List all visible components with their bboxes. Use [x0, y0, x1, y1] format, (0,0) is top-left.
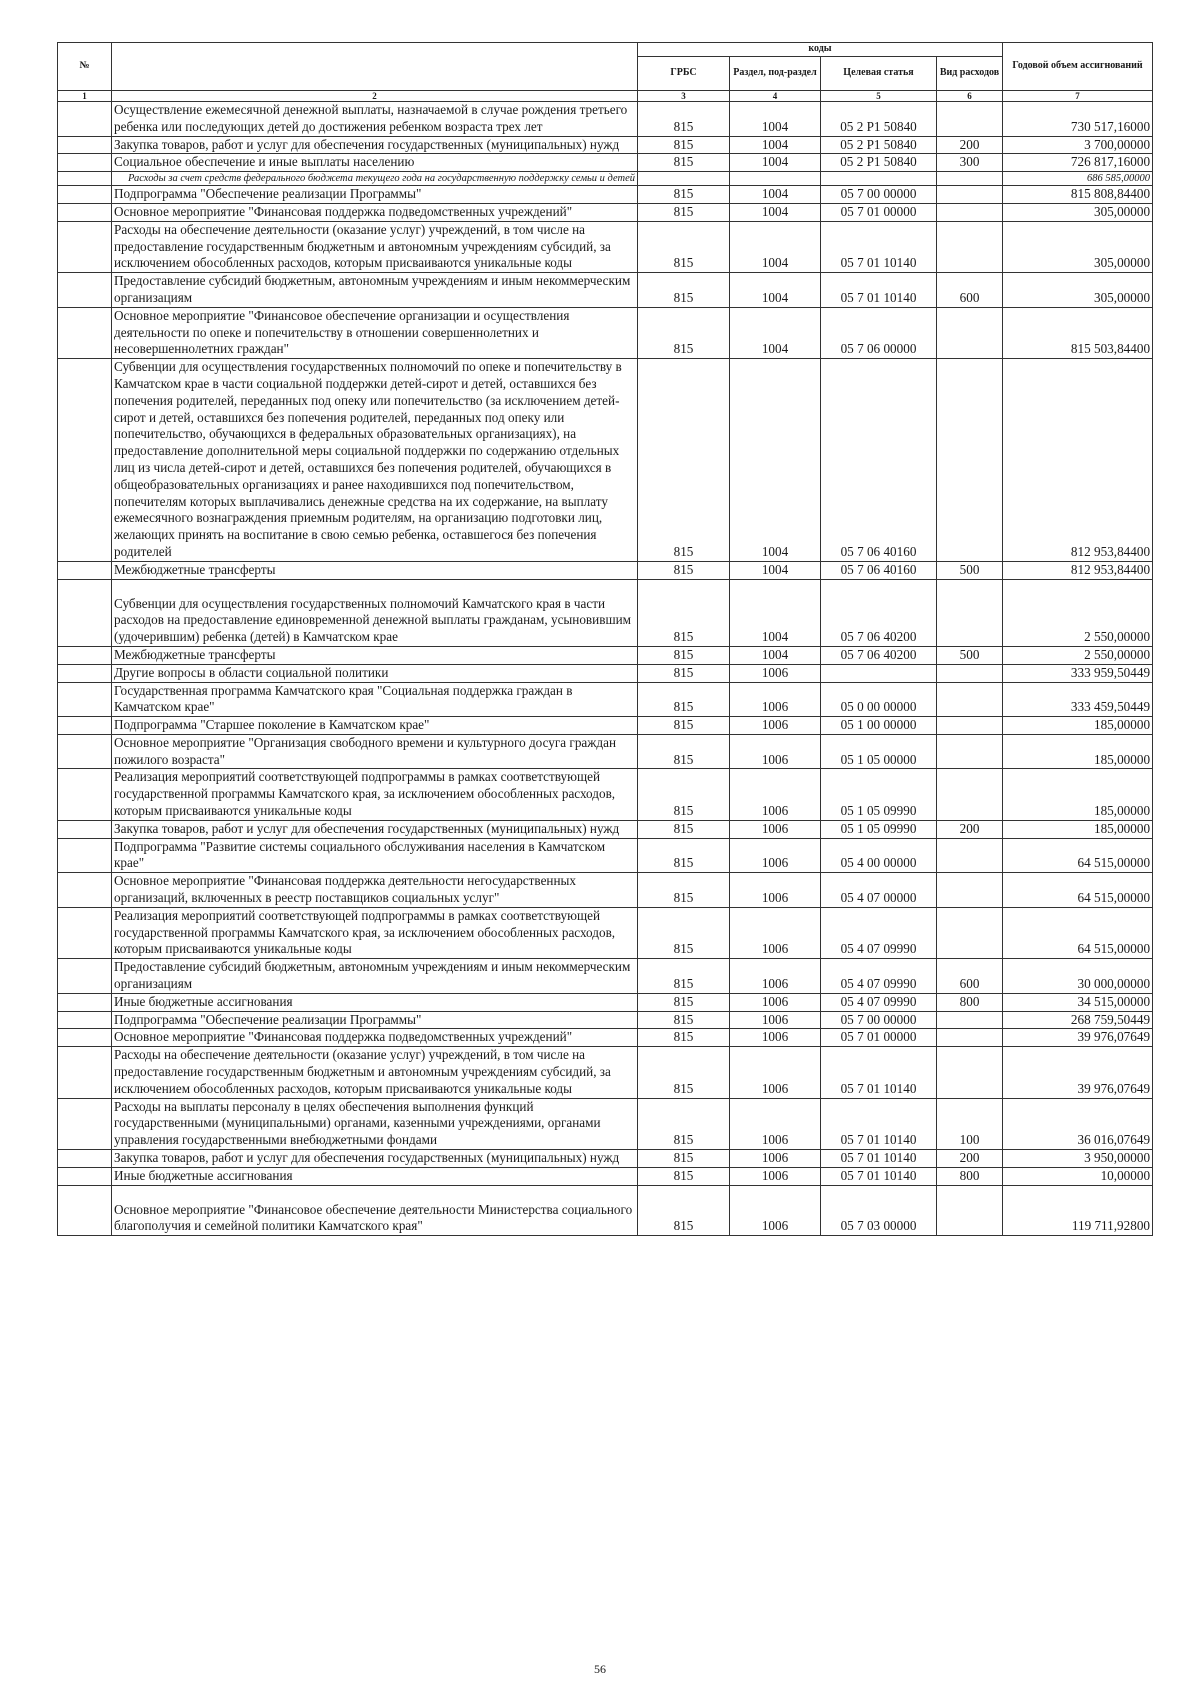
row-amount: 305,00000 [1003, 273, 1153, 308]
row-name: Субвенции для осуществления государственных полномочий Камчатского края в части расходов на предоставление единовременной денежной выплаты гражданам, усыновившим (удочерившим) ребенка (детей) в Камчатском крае [112, 579, 638, 646]
row-name: Подпрограмма "Обеспечение реализации Программы" [112, 1011, 638, 1029]
header-amount: Годовой объем ассигнований [1003, 43, 1153, 91]
row-type [937, 1047, 1003, 1098]
row-name: Расходы за счет средств федерального бюджета текущего года на государственную поддержку семьи и детей [112, 172, 638, 186]
row-type [937, 221, 1003, 272]
row-grbs: 815 [638, 959, 730, 994]
row-section: 1006 [730, 907, 821, 958]
row-grbs: 815 [638, 664, 730, 682]
row-section: 1006 [730, 959, 821, 994]
header-section: Раздел, под-раздел [730, 57, 821, 91]
row-amount: 2 550,00000 [1003, 579, 1153, 646]
row-section: 1004 [730, 186, 821, 204]
row-number [58, 186, 112, 204]
row-name: Государственная программа Камчатского края "Социальная поддержка граждан в Камчатском крае" [112, 682, 638, 717]
row-grbs: 815 [638, 154, 730, 172]
row-number [58, 959, 112, 994]
row-name: Подпрограмма "Развитие системы социального обслуживания населения в Камчатском крае" [112, 838, 638, 873]
row-type: 200 [937, 820, 1003, 838]
row-number [58, 769, 112, 820]
row-target: 05 2 P1 50840 [821, 154, 937, 172]
row-target: 05 1 05 00000 [821, 734, 937, 769]
row-grbs: 815 [638, 359, 730, 562]
row-amount: 815 503,84400 [1003, 307, 1153, 358]
row-type: 800 [937, 993, 1003, 1011]
table-row [58, 907, 1153, 958]
row-grbs: 815 [638, 1098, 730, 1149]
row-type: 300 [937, 154, 1003, 172]
row-name: Иные бюджетные ассигнования [112, 1167, 638, 1185]
row-number [58, 682, 112, 717]
table-row [58, 838, 1153, 873]
row-type [937, 734, 1003, 769]
row-section: 1004 [730, 221, 821, 272]
row-section: 1006 [730, 1150, 821, 1168]
table-row [58, 1098, 1153, 1149]
row-number [58, 838, 112, 873]
row-target: 05 4 07 09990 [821, 993, 937, 1011]
row-type: 100 [937, 1098, 1003, 1149]
row-number [58, 136, 112, 154]
row-target: 05 4 07 00000 [821, 873, 937, 908]
row-target: 05 7 06 40200 [821, 646, 937, 664]
row-target: 05 7 06 40200 [821, 579, 937, 646]
row-name: Расходы на обеспечение деятельности (оказание услуг) учреждений, в том числе на предоставление государственным бюджетным и автономным учреждениям субсидий, за исключением обособленных расходов, которым присваиваются уникальные коды [112, 221, 638, 272]
budget-rows [58, 102, 1153, 1236]
row-amount: 333 959,50449 [1003, 664, 1153, 682]
row-grbs: 815 [638, 873, 730, 908]
row-grbs: 815 [638, 579, 730, 646]
row-name: Реализация мероприятий соответствующей подпрограммы в рамках соответствующей государственной программы Камчатского края, за исключением обособленных расходов, которым присваиваются уникальные коды [112, 769, 638, 820]
row-type: 200 [937, 1150, 1003, 1168]
row-section: 1006 [730, 1011, 821, 1029]
row-amount: 119 711,92800 [1003, 1185, 1153, 1236]
table-row [58, 102, 1153, 137]
row-number [58, 820, 112, 838]
row-type: 500 [937, 561, 1003, 579]
col-number: 2 [112, 91, 638, 102]
row-amount: 39 976,07649 [1003, 1047, 1153, 1098]
row-amount: 10,00000 [1003, 1167, 1153, 1185]
row-grbs: 815 [638, 1167, 730, 1185]
row-amount: 3 700,00000 [1003, 136, 1153, 154]
row-section: 1004 [730, 136, 821, 154]
row-name: Иные бюджетные ассигнования [112, 993, 638, 1011]
table-row [58, 273, 1153, 308]
row-amount: 30 000,00000 [1003, 959, 1153, 994]
row-type [937, 838, 1003, 873]
row-grbs: 815 [638, 993, 730, 1011]
row-section: 1006 [730, 873, 821, 908]
table-row [58, 1167, 1153, 1185]
row-number [58, 717, 112, 735]
header-no: № [58, 43, 112, 91]
row-target: 05 2 P1 50840 [821, 136, 937, 154]
row-number [58, 1150, 112, 1168]
budget-table-page [57, 42, 1152, 1236]
row-target: 05 4 07 09990 [821, 907, 937, 958]
row-grbs: 815 [638, 907, 730, 958]
table-row [58, 717, 1153, 735]
table-row [58, 1150, 1153, 1168]
row-grbs: 815 [638, 646, 730, 664]
row-grbs: 815 [638, 1150, 730, 1168]
row-name: Основное мероприятие "Финансовое обеспечение организации и осуществления деятельности по опеке и попечительству в отношении совершеннолетних и несовершеннолетних граждан" [112, 307, 638, 358]
row-name: Предоставление субсидий бюджетным, автономным учреждениям и иным некоммерческим организациям [112, 273, 638, 308]
row-type [937, 1011, 1003, 1029]
row-target: 05 4 07 09990 [821, 959, 937, 994]
row-type [937, 907, 1003, 958]
row-target: 05 7 01 10140 [821, 221, 937, 272]
row-number [58, 172, 112, 186]
row-grbs: 815 [638, 307, 730, 358]
table-row [58, 561, 1153, 579]
row-type: 600 [937, 959, 1003, 994]
header-codes: коды [638, 43, 1003, 57]
table-row [58, 873, 1153, 908]
row-name: Основное мероприятие "Организация свободного времени и культурного досуга граждан пожилого возраста" [112, 734, 638, 769]
table-row [58, 682, 1153, 717]
row-grbs: 815 [638, 1011, 730, 1029]
col-number: 4 [730, 91, 821, 102]
row-name: Предоставление субсидий бюджетным, автономным учреждениям и иным некоммерческим организациям [112, 959, 638, 994]
row-type [937, 102, 1003, 137]
row-name: Субвенции для осуществления государственных полномочий по опеке и попечительству в Камчатском крае в части социальной поддержки детей-сирот и детей, оставшихся без попечения родителей, переданных под опеку или попечительство (за исключением детей-сирот и детей, оставшихся без попечения родителей, переданных под опеку или попечительство, обучающихся в федеральных образовательных организациях), на предоставление дополнительной меры социальной поддержки по содержанию отдельных лиц из числа детей-сирот и детей, оставшихся без попечения родителей, обучающихся в общеобразовательных организациях и ранее находившихся под попечительством, попечителям которых выплачивались денежные средства на их содержание, на выплату ежемесячного вознаграждения приемным родителям, на организацию подготовки лиц, желающих принять на воспитание в свою семью ребенка, оставшегося без попечения родителей [112, 359, 638, 562]
row-type: 600 [937, 273, 1003, 308]
row-number [58, 102, 112, 137]
col-number: 5 [821, 91, 937, 102]
row-number [58, 1167, 112, 1185]
row-name: Закупка товаров, работ и услуг для обеспечения государственных (муниципальных) нужд [112, 1150, 638, 1168]
row-grbs: 815 [638, 102, 730, 137]
page-number: 56 [594, 1662, 606, 1676]
row-target: 05 2 P1 50840 [821, 102, 937, 137]
row-target: 05 7 01 10140 [821, 1047, 937, 1098]
row-name: Осуществление ежемесячной денежной выплаты, назначаемой в случае рождения третьего ребенка или последующих детей до достижения ребенком возраста трех лет [112, 102, 638, 137]
row-amount: 726 817,16000 [1003, 154, 1153, 172]
row-section: 1006 [730, 664, 821, 682]
row-type [937, 172, 1003, 186]
row-number [58, 664, 112, 682]
row-amount: 305,00000 [1003, 221, 1153, 272]
row-name: Расходы на обеспечение деятельности (оказание услуг) учреждений, в том числе на предоставление государственным бюджетным и автономным учреждениям субсидий, за исключением обособленных расходов, которым присваиваются уникальные коды [112, 1047, 638, 1098]
row-section: 1004 [730, 359, 821, 562]
table-row [58, 579, 1153, 646]
row-target: 05 7 00 00000 [821, 186, 937, 204]
row-grbs: 815 [638, 769, 730, 820]
row-number [58, 154, 112, 172]
table-row [58, 820, 1153, 838]
row-number [58, 561, 112, 579]
row-name: Основное мероприятие "Финансовая поддержка подведомственных учреждений" [112, 203, 638, 221]
row-type [937, 186, 1003, 204]
row-grbs: 815 [638, 1029, 730, 1047]
row-target: 05 7 01 10140 [821, 1150, 937, 1168]
row-number [58, 907, 112, 958]
row-name: Подпрограмма "Обеспечение реализации Программы" [112, 186, 638, 204]
row-type [937, 1029, 1003, 1047]
row-number [58, 873, 112, 908]
row-amount: 730 517,16000 [1003, 102, 1153, 137]
table-row [58, 307, 1153, 358]
row-amount: 305,00000 [1003, 203, 1153, 221]
table-row [58, 1185, 1153, 1236]
row-number [58, 1029, 112, 1047]
table-row [58, 646, 1153, 664]
header-target: Целевая статья [821, 57, 937, 91]
row-target: 05 7 06 40160 [821, 561, 937, 579]
table-row [58, 359, 1153, 562]
row-grbs: 815 [638, 734, 730, 769]
row-name: Закупка товаров, работ и услуг для обеспечения государственных (муниципальных) нужд [112, 820, 638, 838]
row-section: 1006 [730, 993, 821, 1011]
col-number: 6 [937, 91, 1003, 102]
table-row [58, 154, 1153, 172]
row-target: 05 1 05 09990 [821, 769, 937, 820]
row-type [937, 579, 1003, 646]
row-grbs: 815 [638, 186, 730, 204]
row-grbs: 815 [638, 1185, 730, 1236]
table-row [58, 664, 1153, 682]
table-row [58, 172, 1153, 186]
row-type: 800 [937, 1167, 1003, 1185]
row-section: 1006 [730, 1029, 821, 1047]
row-grbs: 815 [638, 203, 730, 221]
row-amount: 268 759,50449 [1003, 1011, 1153, 1029]
row-amount: 686 585,00000 [1003, 172, 1153, 186]
row-number [58, 1011, 112, 1029]
row-amount: 333 459,50449 [1003, 682, 1153, 717]
row-target [821, 664, 937, 682]
row-type [937, 682, 1003, 717]
row-amount: 185,00000 [1003, 820, 1153, 838]
row-number [58, 203, 112, 221]
table-row [58, 203, 1153, 221]
row-grbs: 815 [638, 273, 730, 308]
row-grbs [638, 172, 730, 186]
row-amount: 34 515,00000 [1003, 993, 1153, 1011]
row-target: 05 7 06 00000 [821, 307, 937, 358]
row-grbs: 815 [638, 221, 730, 272]
row-number [58, 734, 112, 769]
table-row [58, 186, 1153, 204]
row-amount: 3 950,00000 [1003, 1150, 1153, 1168]
row-target [821, 172, 937, 186]
row-target: 05 7 01 00000 [821, 1029, 937, 1047]
row-type [937, 1185, 1003, 1236]
row-name: Расходы на выплаты персоналу в целях обеспечения выполнения функций государственными (муниципальными) органами, казенными учреждениями, органами управления государственными внебюджетными фондами [112, 1098, 638, 1149]
row-section: 1006 [730, 1098, 821, 1149]
row-amount: 812 953,84400 [1003, 359, 1153, 562]
table-row [58, 734, 1153, 769]
row-target: 05 7 06 40160 [821, 359, 937, 562]
row-grbs: 815 [638, 561, 730, 579]
table-row [58, 136, 1153, 154]
row-target: 05 7 00 00000 [821, 1011, 937, 1029]
row-section: 1006 [730, 769, 821, 820]
row-section: 1004 [730, 579, 821, 646]
row-number [58, 1047, 112, 1098]
row-amount: 64 515,00000 [1003, 838, 1153, 873]
row-type [937, 307, 1003, 358]
budget-table [57, 42, 1153, 1236]
row-name: Социальное обеспечение и иные выплаты населению [112, 154, 638, 172]
row-grbs: 815 [638, 136, 730, 154]
row-section: 1006 [730, 838, 821, 873]
row-target: 05 4 00 00000 [821, 838, 937, 873]
row-name: Другие вопросы в области социальной политики [112, 664, 638, 682]
row-amount: 64 515,00000 [1003, 873, 1153, 908]
row-name: Основное мероприятие "Финансовая поддержка подведомственных учреждений" [112, 1029, 638, 1047]
row-section: 1004 [730, 561, 821, 579]
row-target: 05 7 01 10140 [821, 1167, 937, 1185]
table-row [58, 769, 1153, 820]
row-type [937, 769, 1003, 820]
row-section: 1004 [730, 646, 821, 664]
row-amount: 36 016,07649 [1003, 1098, 1153, 1149]
row-name: Подпрограмма "Старшее поколение в Камчатском крае" [112, 717, 638, 735]
row-section [730, 172, 821, 186]
row-number [58, 646, 112, 664]
table-row [58, 959, 1153, 994]
row-type [937, 664, 1003, 682]
row-section: 1004 [730, 203, 821, 221]
row-amount: 185,00000 [1003, 769, 1153, 820]
row-name: Основное мероприятие "Финансовое обеспечение деятельности Министерства социального благополучия и семейной политики Камчатского края" [112, 1185, 638, 1236]
row-grbs: 815 [638, 1047, 730, 1098]
row-target: 05 0 00 00000 [821, 682, 937, 717]
row-type [937, 717, 1003, 735]
header-type: Вид расходов [937, 57, 1003, 91]
row-amount: 815 808,84400 [1003, 186, 1153, 204]
row-name: Реализация мероприятий соответствующей подпрограммы в рамках соответствующей государственной программы Камчатского края, за исключением обособленных расходов, которым присваиваются уникальные коды [112, 907, 638, 958]
col-number: 7 [1003, 91, 1153, 102]
table-row [58, 221, 1153, 272]
table-row [58, 1029, 1153, 1047]
row-amount: 2 550,00000 [1003, 646, 1153, 664]
row-grbs: 815 [638, 838, 730, 873]
row-amount: 39 976,07649 [1003, 1029, 1153, 1047]
row-section: 1006 [730, 1167, 821, 1185]
row-number [58, 359, 112, 562]
header-name [112, 43, 638, 91]
row-type: 200 [937, 136, 1003, 154]
row-grbs: 815 [638, 682, 730, 717]
table-row [58, 993, 1153, 1011]
header-grbs: ГРБС [638, 57, 730, 91]
row-type: 500 [937, 646, 1003, 664]
row-target: 05 7 01 10140 [821, 273, 937, 308]
row-name: Межбюджетные трансферты [112, 646, 638, 664]
row-target: 05 7 01 10140 [821, 1098, 937, 1149]
row-section: 1004 [730, 307, 821, 358]
row-section: 1006 [730, 1185, 821, 1236]
row-section: 1004 [730, 273, 821, 308]
column-numbers-row [58, 91, 1153, 102]
row-target: 05 7 01 00000 [821, 203, 937, 221]
row-section: 1004 [730, 154, 821, 172]
col-number: 3 [638, 91, 730, 102]
row-number [58, 273, 112, 308]
row-type [937, 359, 1003, 562]
row-section: 1006 [730, 717, 821, 735]
row-target: 05 1 05 09990 [821, 820, 937, 838]
row-name: Межбюджетные трансферты [112, 561, 638, 579]
row-number [58, 579, 112, 646]
row-number [58, 307, 112, 358]
row-type [937, 873, 1003, 908]
row-section: 1006 [730, 682, 821, 717]
row-target: 05 1 00 00000 [821, 717, 937, 735]
row-number [58, 221, 112, 272]
row-name: Закупка товаров, работ и услуг для обеспечения государственных (муниципальных) нужд [112, 136, 638, 154]
col-number: 1 [58, 91, 112, 102]
row-name: Основное мероприятие "Финансовая поддержка деятельности негосударственных организаций, включенных в реестр поставщиков социальных услуг" [112, 873, 638, 908]
row-section: 1006 [730, 820, 821, 838]
row-section: 1004 [730, 102, 821, 137]
row-grbs: 815 [638, 820, 730, 838]
row-number [58, 1185, 112, 1236]
row-grbs: 815 [638, 717, 730, 735]
table-row [58, 1011, 1153, 1029]
row-number [58, 993, 112, 1011]
row-amount: 64 515,00000 [1003, 907, 1153, 958]
row-section: 1006 [730, 1047, 821, 1098]
row-target: 05 7 03 00000 [821, 1185, 937, 1236]
row-amount: 185,00000 [1003, 734, 1153, 769]
row-type [937, 203, 1003, 221]
row-amount: 812 953,84400 [1003, 561, 1153, 579]
row-number [58, 1098, 112, 1149]
row-section: 1006 [730, 734, 821, 769]
row-amount: 185,00000 [1003, 717, 1153, 735]
table-row [58, 1047, 1153, 1098]
